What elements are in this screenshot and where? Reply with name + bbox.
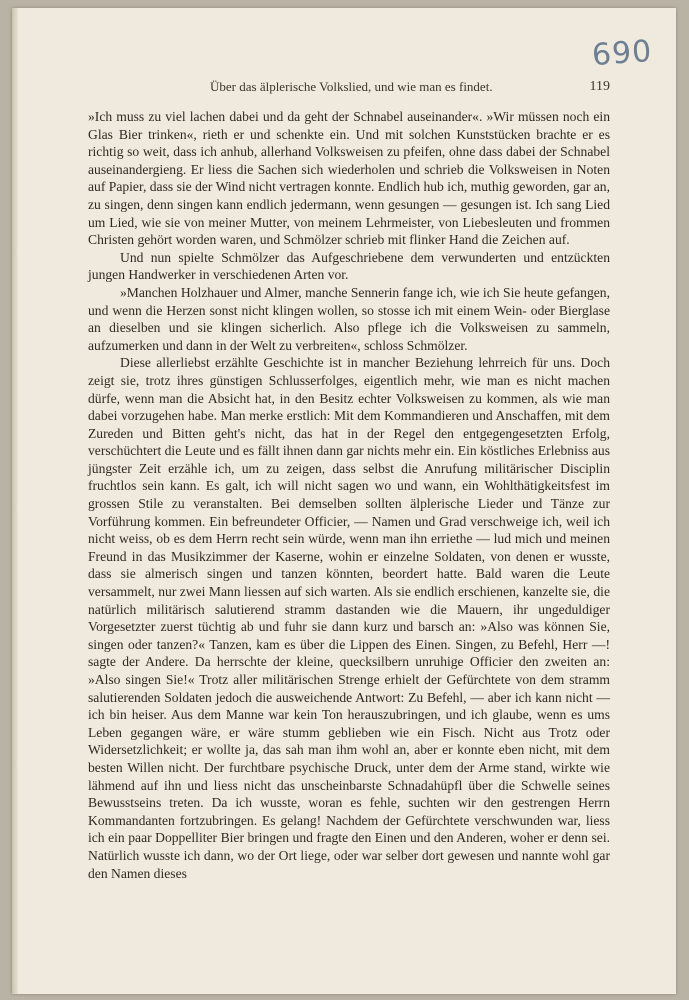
handwritten-page-number: 690 [590, 33, 654, 74]
page-gutter-shadow [12, 8, 18, 994]
paragraph: »Manchen Holzhauer und Almer, manche Sennerin fange ich, wie ich Sie heute gefangen, und wenn die Herzen sonst nicht klingen wollen, so stosse ich mit einem Wein- oder Bierglase an dieselben und sie klingen sicherlich. Also pflege ich die Volksweisen zu sammeln, aufzumerken und dann in der Welt zu verbreiten«, schloss Schmölzer. [88, 284, 610, 353]
book-page [12, 8, 676, 994]
running-header-title: Über das älplerische Volkslied, und wie man es findet. [210, 79, 493, 94]
page-number: 119 [589, 79, 610, 94]
paragraph: Diese allerliebst erzählte Geschichte ist in mancher Beziehung lehrreich für uns. Doch zeigt sie, trotz ihres günstigen Schlusserfolges, eigentlich mehr, wie man es nicht machen dürfe, wenn man die Absicht hat, in den Besitz echter Volksweisen zu kommen, als wie man dabei vorzugehen habe. Man merke erstlich: Mit dem Kommandieren und Anschaffen, mit dem Zureden und Bitten geht's nicht, das hat in der Regel den entgegengesetzten Erfolg, verschüchtert die Leute und es fällt ihnen dann gar nichts mehr ein. Ein köstliches Erlebniss aus jüngster Zeit erzähle ich, um zu zeigen, dass selbst die Anrufung militärischer Disciplin fruchtlos sein kann. Es galt, ich will nicht sagen wo und wann, ein Wohlthätigkeitsfest im grossen Stile zu veranstalten. Bei demselben sollten älplerische Lieder und Tänze zur Vorführung kommen. Ein befreundeter Officier, — Namen und Grad verschweige ich, weil ich nicht weiss, ob es dem Herrn recht sein würde, wenn man ihn erriethe — lud mich und meinen Freund in das Musikzimmer der Kaserne, wohin er einzelne Soldaten, von denen er wusste, dass sie almerisch singen und tanzen könnten, beordert hatte. Bald waren die Leute versammelt, nur zwei Mann liessen auf sich warten. Als sie endlich erschienen, kanzelte sie, die natürlich militärisch salutierend stramm dastanden wie die Mauern, ihr ungeduldiger Vorgesetzter zuerst tüchtig ab und fuhr sie dann kurz und barsch an: »Also was können Sie, singen oder tanzen?« Tanzen, kam es über die Lippen des Einen. Singen, zu Befehl, Herr —! sagte der Andere. Da herrschte der kleine, quecksilbern unruhige Officier den zweiten an: »Also singen Sie!« Trotz aller militärischen Strenge erhielt der Gefürchtete von dem stramm salutierenden Soldaten jedoch die ausweichende Antwort: Zu Befehl, — aber ich kann nicht — ich bin heiser. Aus dem Manne war kein Ton herauszubringen, und ich glaube, wenn es ums Leben gegangen wäre, er wäre stumm geblieben wie ein Fisch. Nicht aus Trotz oder Widersetzlichkeit; er wollte ja, das sah man ihm wohl an, aber er konnte eben nicht, mit dem besten Willen nicht. Der furchtbare psychische Druck, unter dem der Arme stand, wirkte wie lähmend auf ihn und liess nicht das unscheinbarste Schnadahüpfl über die Schwelle seines Bewusstseins treten. Da ich wusste, woran es fehle, suchten wir den gestrengen Herrn Kommandanten fortzubringen. Es gelang! Nachdem der Gefürchtete verschwunden war, liess ich ein paar Doppelliter Bier bringen und fragte den Einen und den Anderen, woher er denn sei. Natürlich wusste ich dann, wo der Ort liege, oder war selber dort gewesen und nannte wohl gar den Namen dieses [88, 355, 610, 881]
paragraph: Und nun spielte Schmölzer das Aufgeschriebene dem verwunderten und entzückten jungen Handwerker in verschiedenen Arten vor. [88, 249, 610, 283]
body-text [88, 108, 610, 882]
paragraph: »Ich muss zu viel lachen dabei und da geht der Schnabel auseinander«. »Wir müssen noch ein Glas Bier trinken«, rieth er und schenkte ein. Und mit solchen Kunststücken brachte er es richtig so weit, dass ich anhub, allerhand Volksweisen zu pfeifen, ohne dass dabei der Schnabel auseinandergieng. Er liess die Sachen sich wiederholen und schrieb die Volksweisen in Noten auf Papier, dass sie der Wind nicht vertragen konnte. Endlich hub ich, muthig geworden, gar an, zu singen, denn singen kann endlich jedermann, wenn gesungen — gesungen ist. Ich sang Lied um Lied, wie sie von meiner Mutter, von meinem Lehrmeister, von Liebesleuten und frommen Christen gehört worden waren, und Schmölzer schrieb mit flinker Hand die Zeichen auf. [88, 109, 610, 248]
